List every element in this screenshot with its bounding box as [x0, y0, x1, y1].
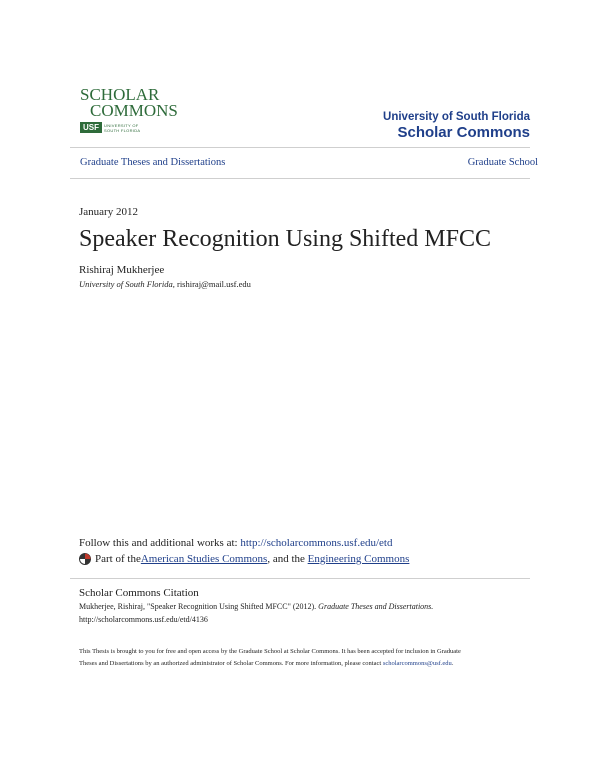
logo-tagline-2: SOUTH FLORIDA: [104, 128, 141, 133]
citation-url: http://scholarcommons.usf.edu/etd/4136: [79, 615, 208, 624]
citation-plain: Mukherjee, Rishiraj, "Speaker Recognition Using Shifted MFCC" (2012).: [79, 602, 319, 611]
divider-nav: [70, 178, 530, 179]
bepress-icon: [79, 553, 91, 565]
author-email: , rishiraj@mail.usf.edu: [172, 279, 251, 289]
contact-email-link[interactable]: scholarcommons@usf.edu: [382, 660, 452, 667]
follow-prefix: Follow this and additional works at:: [79, 537, 241, 549]
affiliation-name: University of South Florida: [79, 279, 173, 289]
logo-tagline-1: UNIVERSITY OF: [104, 123, 139, 128]
american-studies-link[interactable]: American Studies Commons: [140, 553, 268, 565]
follow-url-link[interactable]: http://scholarcommons.usf.edu/etd: [240, 537, 393, 549]
author-affiliation: [79, 279, 251, 289]
citation-text: [79, 602, 433, 611]
citation-series: Graduate Theses and Dissertations.: [318, 602, 434, 611]
access-notice-line1: This Thesis is brought to you for free and open access by the Graduate School at Scholar Commons. It has been accepted for inclusion in Graduate: [79, 648, 461, 655]
document-title: Speaker Recognition Using Shifted MFCC: [79, 226, 491, 252]
repository-name[interactable]: Scholar Commons: [397, 124, 530, 141]
part-of-line: [79, 553, 409, 565]
nav-link-theses[interactable]: Graduate Theses and Dissertations: [80, 157, 226, 168]
access-notice-line2: [79, 660, 453, 667]
logo-scholar-text: SCHOLAR: [80, 85, 160, 104]
author-name: Rishiraj Mukherjee: [79, 264, 165, 276]
logo-usf-badge: USF: [80, 122, 102, 133]
notice-plain: Theses and Dissertations by an authorized administrator of Scholar Commons. For more information, please contact: [79, 660, 383, 667]
repository-header: [383, 111, 530, 141]
engineering-commons-link[interactable]: Engineering Commons: [307, 553, 410, 565]
publication-date: January 2012: [79, 206, 138, 218]
follow-line: [79, 537, 392, 549]
divider-top: [70, 147, 530, 148]
citation-heading: Scholar Commons Citation: [79, 587, 199, 599]
partof-prefix: Part of the: [95, 553, 141, 565]
nav-link-graduate-school[interactable]: Graduate School: [467, 157, 538, 168]
scholar-commons-logo[interactable]: [80, 85, 178, 136]
divider-citation: [70, 578, 530, 579]
logo-commons-text: COMMONS: [90, 101, 178, 120]
university-name[interactable]: University of South Florida: [383, 111, 530, 123]
notice-end: .: [451, 660, 454, 667]
partof-mid: , and the: [267, 553, 308, 565]
